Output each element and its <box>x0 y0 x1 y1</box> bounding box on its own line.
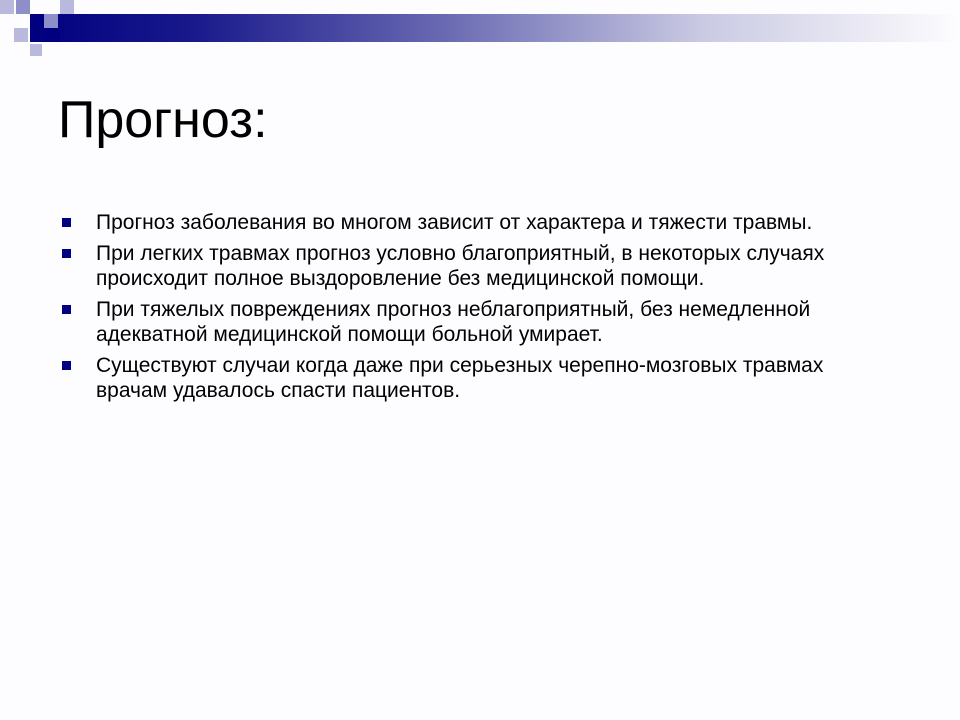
decorative-square <box>46 28 60 42</box>
bullet-text: Существуют случаи когда даже при серьезных черепно-мозговых травмах врачам удавалось спасти пациентов. <box>96 354 824 402</box>
bullet-text: При тяжелых повреждениях прогноз неблагоприятный, без немедленной адекватной медицинской помощи больной умирает. <box>96 298 811 346</box>
square-bullet-icon <box>62 361 71 370</box>
bullet-list <box>62 210 892 409</box>
decorative-square <box>14 28 28 42</box>
decorative-square <box>60 0 74 14</box>
bullet-text: При легких травмах прогноз условно благоприятный, в некоторых случаях происходит полное выздоровление без медицинской помощи. <box>96 242 825 290</box>
bullet-text: Прогноз заболевания во многом зависит от характера и тяжести травмы. <box>96 211 813 234</box>
decorative-square <box>30 44 42 56</box>
bullet-item <box>62 241 892 291</box>
slide-title: Прогноз: <box>58 91 268 149</box>
decorative-square <box>0 0 14 14</box>
square-bullet-icon <box>62 249 71 258</box>
square-bullet-icon <box>62 218 71 227</box>
bullet-item <box>62 297 892 347</box>
header-gradient-bar <box>30 14 960 42</box>
decorative-square <box>16 0 30 14</box>
bullet-item <box>62 210 892 235</box>
square-bullet-icon <box>62 305 71 314</box>
decorative-square <box>44 14 58 28</box>
decorative-square <box>30 14 44 28</box>
bullet-item <box>62 353 892 403</box>
